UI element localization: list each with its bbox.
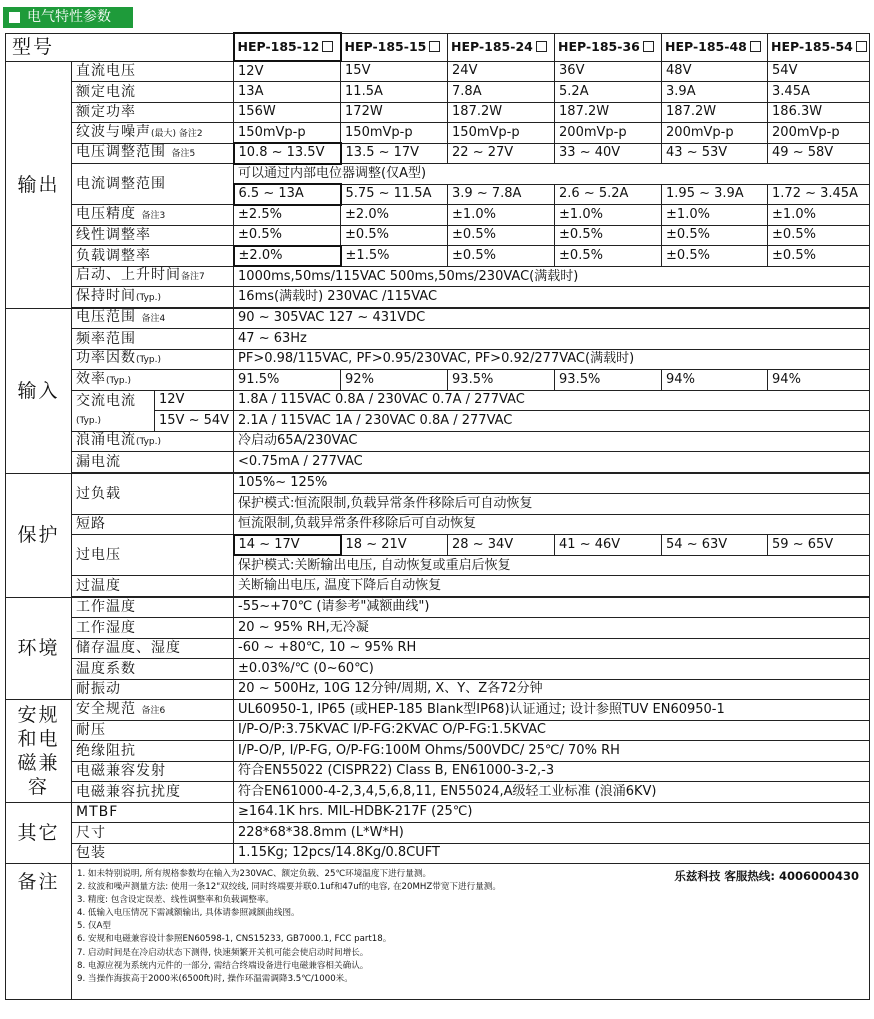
row-overvoltage-1 [6,535,870,556]
sub-label: 15V ~ 54V [155,411,234,432]
spec-table [5,32,870,1000]
value-cell: 90 ~ 305VAC 127 ~ 431VDC [234,308,870,329]
param-label: 电压调整范围 备注5 [72,143,234,164]
value-cell: 156W [234,102,341,123]
note-cell: 可以通过内部电位器调整(仅A型) [234,164,870,185]
square-icon [9,12,20,23]
value-cell: 恒流限制,负载异常条件移除后可自动恢复 [234,514,870,535]
value-cell: 2.6 ~ 5.2A [555,184,662,205]
checkbox-icon [429,41,440,52]
param-label: 频率范围 [72,329,234,350]
value-cell: ±0.5% [448,246,555,267]
value-cell: 冷启动65A/230VAC [234,431,870,452]
value-cell: 228*68*38.8mm (L*W*H) [234,823,870,844]
value-cell: I/P-O/P, I/P-FG, O/P-FG:100M Ohms/500VDC/ 25℃/ 70% RH [234,741,870,762]
model-cell: HEP-185-12 [234,33,341,61]
group-other: 其它 [6,802,72,864]
value-cell: ±0.03%/℃ (0~60℃) [234,659,870,680]
value-cell: 186.3W [768,102,870,123]
section-title: 电气特性参数 [27,9,111,25]
value-cell: 2.1A / 115VAC 1A / 230VAC 0.8A / 277VAC [234,411,870,432]
note-item: 1. 如未特别说明, 所有规格参数均在输入为230VAC、额定负载、25℃环境温度下进行量测。 [77,869,432,879]
value-cell: 48V [662,61,768,82]
model-cell: HEP-185-24 [448,33,555,61]
value-cell: 59 ~ 65V [768,535,870,556]
model-cell: HEP-185-54 [768,33,870,61]
value-cell: 172W [341,102,448,123]
value-cell: 94% [662,370,768,391]
param-label: 过负载 [72,473,234,514]
model-cell: HEP-185-48 [662,33,768,61]
value-cell: 200mVp-p [768,123,870,144]
note-item: 3. 精度: 包含设定误差、线性调整率和负载调整率。 [77,895,275,906]
row-work-temp [6,597,870,618]
value-cell: 94% [768,370,870,391]
value-cell: ±0.5% [768,246,870,267]
group-input: 输入 [6,308,72,473]
notes-cell [72,864,870,1000]
note-item: 8. 电源应视为系统内元件的一部分, 需结合终端设备进行电磁兼容相关确认。 [77,960,369,971]
row-packing [6,843,870,864]
param-label: MTBF [72,802,234,823]
value-cell: ±0.5% [341,225,448,246]
group-output: 输出 [6,61,72,308]
value-cell: 11.5A [341,82,448,103]
value-cell: 28 ~ 34V [448,535,555,556]
value-cell: 187.2W [662,102,768,123]
row-temp-coef [6,659,870,680]
value-cell: 200mVp-p [555,123,662,144]
param-label: 交流电流 (Typ.) [72,390,155,431]
param-label: 额定电流 [72,82,234,103]
row-emc-emission [6,761,870,782]
value-cell: ±0.5% [448,225,555,246]
param-label: 电压范围 备注4 [72,308,234,329]
model-label: 型号 [6,33,234,61]
value-cell: 5.75 ~ 11.5A [341,184,448,205]
row-line-reg [6,225,870,246]
value-cell: 1.15Kg; 12pcs/14.8Kg/0.8CUFT [234,843,870,864]
row-ac-current-1 [6,390,870,411]
value-cell: 150mVp-p [341,123,448,144]
param-label: 电磁兼容发射 [72,761,234,782]
value-cell: ≥164.1K hrs. MIL-HDBK-217F (25℃) [234,802,870,823]
note-item: 2. 纹波和噪声测量方法: 使用一条12"双绞线, 同时终端要并联0.1uf和47uf的电容, 在20MHZ带宽下进行量测。 [77,882,501,893]
param-label: 负载调整率 [72,246,234,267]
value-cell: 保护模式:关断输出电压, 自动恢复或重启后恢复 [234,555,870,576]
value-cell: 关断输出电压, 温度下降后自动恢复 [234,576,870,597]
row-rated-power [6,102,870,123]
row-safety-standards [6,700,870,721]
value-cell: 43 ~ 53V [662,143,768,164]
value-cell: ±1.0% [768,205,870,226]
model-row [6,33,870,61]
note-item: 5. 仅A型 [77,921,111,932]
param-label: 尺寸 [72,823,234,844]
value-cell: 符合EN55022 (CISPR22) Class B, EN61000-3-2,-3 [234,761,870,782]
row-storage [6,638,870,659]
param-label: 直流电压 [72,61,234,82]
row-dimension [6,823,870,844]
param-label: 浪涌电流(Typ.) [72,431,234,452]
value-cell: 1000ms,50ms/115VAC 500ms,50ms/230VAC(满载时) [234,266,870,287]
value-cell: <0.75mA / 277VAC [234,452,870,473]
value-cell: -55~+70℃ (请参考"减额曲线") [234,597,870,618]
row-inrush [6,431,870,452]
param-label: 电压精度 备注3 [72,205,234,226]
param-label: 功率因数(Typ.) [72,349,234,370]
value-cell: 92% [341,370,448,391]
value-cell: 105%~ 125% [234,473,870,494]
value-cell: 54V [768,61,870,82]
value-cell: 14 ~ 17V [234,535,341,556]
value-cell: 22 ~ 27V [448,143,555,164]
row-overload-1 [6,473,870,494]
value-cell: 20 ~ 95% RH,无冷凝 [234,618,870,639]
row-isolation [6,741,870,762]
value-cell: 12V [234,61,341,82]
value-cell: 15V [341,61,448,82]
checkbox-icon [643,41,654,52]
group-env: 环境 [6,597,72,700]
param-label: 安全规范 备注6 [72,700,234,721]
checkbox-icon [322,41,333,52]
value-cell: 3.9 ~ 7.8A [448,184,555,205]
value-cell: 3.9A [662,82,768,103]
row-vibration [6,679,870,700]
value-cell: 200mVp-p [662,123,768,144]
value-cell: UL60950-1, IP65 (或HEP-185 Blank型IP68)认证通过; 设计参照TUV EN60950-1 [234,700,870,721]
value-cell: 93.5% [448,370,555,391]
model-cell: HEP-185-36 [555,33,662,61]
value-cell: 16ms(满载时) 230VAC /115VAC [234,287,870,308]
param-label: 启动、上升时间备注7 [72,266,234,287]
model-cell: HEP-185-15 [341,33,448,61]
row-rated-current [6,82,870,103]
row-freq [6,329,870,350]
value-cell: 187.2W [555,102,662,123]
hotline-text: 乐兹科技 客服热线: 4006000430 [674,869,860,883]
checkbox-icon [856,41,867,52]
value-cell: 24V [448,61,555,82]
section-header [3,7,133,28]
param-label: 短路 [72,514,234,535]
note-item: 4. 低输入电压情况下需减额输出, 具体请参照减额曲线图。 [77,908,300,919]
value-cell: 47 ~ 63Hz [234,329,870,350]
param-label: 包装 [72,843,234,864]
value-cell: 33 ~ 40V [555,143,662,164]
value-cell: PF>0.98/115VAC, PF>0.95/230VAC, PF>0.92/277VAC(满载时) [234,349,870,370]
sub-label: 12V [155,390,234,411]
param-label: 保持时间(Typ.) [72,287,234,308]
param-label: 线性调整率 [72,225,234,246]
row-voltage-adj [6,143,870,164]
param-label: 温度系数 [72,659,234,680]
param-label: 额定功率 [72,102,234,123]
value-cell: I/P-O/P:3.75KVAC I/P-FG:2KVAC O/P-FG:1.5KVAC [234,720,870,741]
value-cell: 36V [555,61,662,82]
note-item: 9. 当操作海拔高于2000米(6500ft)时, 操作环温需调降3.5℃/1000米。 [77,973,353,984]
param-label: 耐压 [72,720,234,741]
value-cell: ±2.5% [234,205,341,226]
param-label: 工作湿度 [72,618,234,639]
param-label: 工作温度 [72,597,234,618]
checkbox-icon [536,41,547,52]
param-label: 过电压 [72,535,234,576]
param-label: 电磁兼容抗扰度 [72,782,234,803]
note-item: 6. 安规和电磁兼容设计参照EN60598-1, CNS15233, GB7000.1, FCC part18。 [77,934,392,945]
param-label: 绝缘阻抗 [72,741,234,762]
value-cell: 1.8A / 115VAC 0.8A / 230VAC 0.7A / 277VAC [234,390,870,411]
row-mtbf [6,802,870,823]
value-cell: 49 ~ 58V [768,143,870,164]
value-cell: 符合EN61000-4-2,3,4,5,6,8,11, EN55024,A级轻工业标准 (浪涌6KV) [234,782,870,803]
value-cell: 5.2A [555,82,662,103]
row-overtemp [6,576,870,597]
value-cell: ±0.5% [234,225,341,246]
row-leakage [6,452,870,473]
value-cell: ±0.5% [662,225,768,246]
row-current-adj-note [6,164,870,185]
value-cell: 93.5% [555,370,662,391]
row-withstand [6,720,870,741]
param-label: 过温度 [72,576,234,597]
row-emc-immunity [6,782,870,803]
group-protection: 保护 [6,473,72,597]
value-cell: 18 ~ 21V [341,535,448,556]
row-ripple [6,123,870,144]
value-cell: ±2.0% [234,246,341,267]
value-cell: 6.5 ~ 13A [234,184,341,205]
value-cell: 187.2W [448,102,555,123]
row-hold-time [6,287,870,308]
value-cell: 7.8A [448,82,555,103]
checkbox-icon [750,41,761,52]
group-safety: 安规和电磁兼容 [6,700,72,803]
note-item: 7. 启动时间是在冷启动状态下测得, 快速频繁开关机可能会使启动时间增长。 [77,947,369,958]
value-cell: ±1.0% [662,205,768,226]
row-input-voltage [6,308,870,329]
value-cell: 41 ~ 46V [555,535,662,556]
row-efficiency [6,370,870,391]
value-cell: ±0.5% [768,225,870,246]
value-cell: ±1.0% [555,205,662,226]
row-voltage-tol [6,205,870,226]
row-work-humidity [6,618,870,639]
value-cell: ±0.5% [555,246,662,267]
param-label: 效率(Typ.) [72,370,234,391]
value-cell: 10.8 ~ 13.5V [234,143,341,164]
value-cell: 1.72 ~ 3.45A [768,184,870,205]
value-cell: 54 ~ 63V [662,535,768,556]
row-dc-voltage [6,61,870,82]
param-label: 漏电流 [72,452,234,473]
value-cell: 13A [234,82,341,103]
value-cell: ±1.0% [448,205,555,226]
value-cell: 150mVp-p [448,123,555,144]
value-cell: 20 ~ 500Hz, 10G 12分钟/周期, X、Y、Z各72分钟 [234,679,870,700]
value-cell: 150mVp-p [234,123,341,144]
param-label: 耐振动 [72,679,234,700]
row-short [6,514,870,535]
param-label: 电流调整范围 [72,164,234,205]
row-notes [6,864,870,1000]
param-label: 纹波与噪声(最大) 备注2 [72,123,234,144]
value-cell: 1.95 ~ 3.9A [662,184,768,205]
param-label: 储存温度、湿度 [72,638,234,659]
value-cell: ±0.5% [662,246,768,267]
value-cell: -60 ~ +80℃, 10 ~ 95% RH [234,638,870,659]
value-cell: 91.5% [234,370,341,391]
row-pf [6,349,870,370]
value-cell: 13.5 ~ 17V [341,143,448,164]
row-load-reg [6,246,870,267]
value-cell: 3.45A [768,82,870,103]
value-cell: ±2.0% [341,205,448,226]
value-cell: ±1.5% [341,246,448,267]
value-cell: ±0.5% [555,225,662,246]
row-setup-time [6,266,870,287]
value-cell: 保护模式:恒流限制,负载异常条件移除后可自动恢复 [234,494,870,515]
group-notes: 备注 [6,864,72,1000]
